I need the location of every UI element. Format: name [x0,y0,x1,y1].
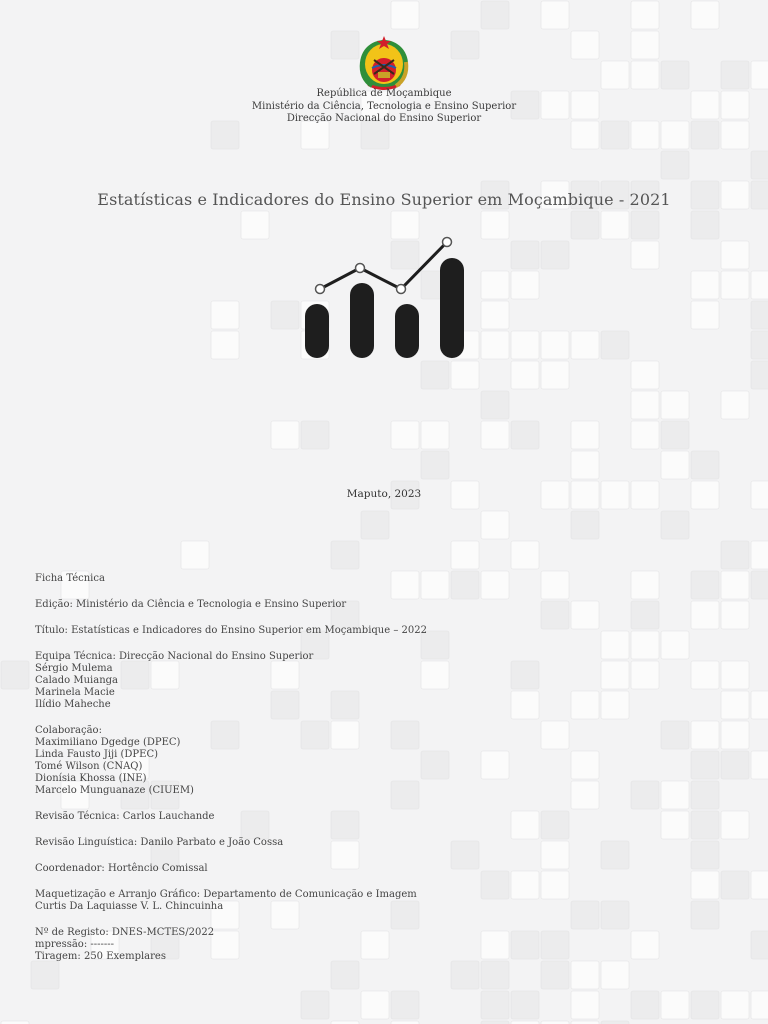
registration-line: Nº de Registo: DNES-MCTES/2022 [35,927,215,938]
collaborator: Maximiliano Dgedge (DPEC) [35,737,181,748]
team-member: Calado Muianga [35,675,119,686]
layout-designer: Curtis Da Laquiasse V. L. Chincuinha [35,901,224,912]
directorate-name: Direcção Nacional do Ensino Superior [286,113,482,124]
technical-sheet-heading: Ficha Técnica [35,573,105,584]
mozambique-emblem-icon [354,32,414,92]
collaborator: Marcelo Munguanaze (CIUEM) [35,785,194,796]
layout-design-line: Maquetização e Arranjo Gráfico: Departamento de Comunicação e Imagem [35,889,417,900]
team-member: Ilídio Maheche [35,699,111,710]
language-review-line: Revisão Linguística: Danilo Parbato e João Cossa [35,837,284,848]
institution-header [0,88,768,126]
ministry-name: Ministério da Ciência, Tecnologia e Ensino Superior [251,100,517,112]
place-and-date: Maputo, 2023 [346,488,422,500]
document-title: Estatísticas e Indicadores do Ensino Superior em Moçambique - 2021 [97,190,671,209]
growth-chart-icon [300,232,470,362]
team-label: Equipa Técnica: Direcção Nacional do Ensino Superior [35,651,314,662]
collaborator: Linda Fausto Jiji (DPEC) [35,749,159,760]
collaborator: Dionísia Khossa (INE) [35,773,147,784]
country-name: República de Moçambique [316,88,452,99]
collaborator: Tomé Wilson (CNAQ) [35,761,143,772]
print-run-line: Tiragem: 250 Exemplares [35,951,166,962]
coordinator-line: Coordenador: Hortêncio Comissal [35,863,208,874]
technical-sheet [35,573,427,963]
technical-review-line: Revisão Técnica: Carlos Lauchande [35,811,215,822]
title-line: Título: Estatísticas e Indicadores do Ensino Superior em Moçambique – 2022 [35,625,427,636]
printing-line: mpressão: ------- [35,939,115,950]
team-member: Marinela Macie [35,687,115,698]
edition-line: Edição: Ministério da Ciência e Tecnologia e Ensino Superior [35,599,347,610]
team-member: Sérgio Mulema [35,663,113,674]
collaboration-label: Colaboração: [35,725,102,736]
